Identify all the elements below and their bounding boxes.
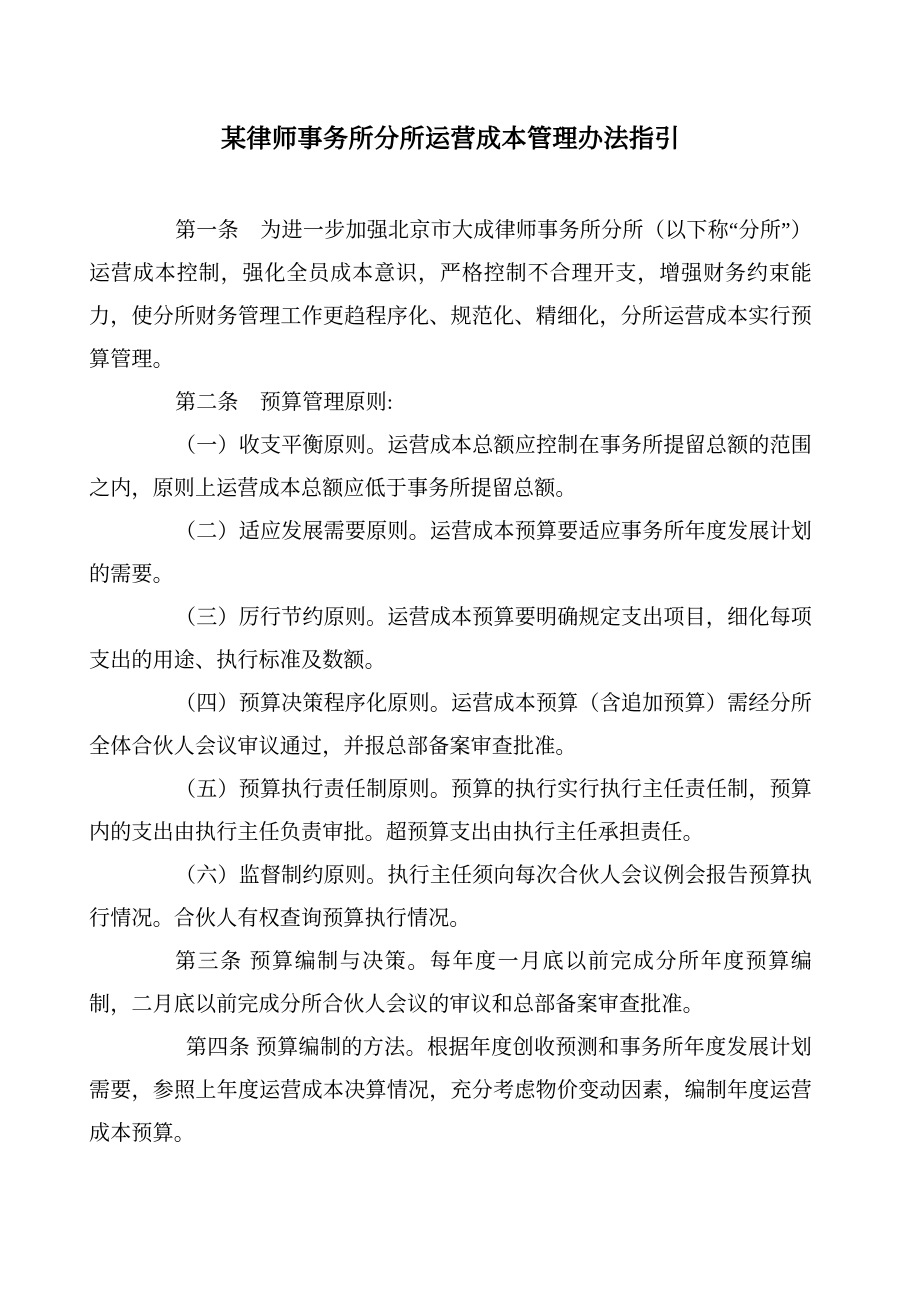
document-title: 某律师事务所分所运营成本管理办法指引 <box>220 126 680 153</box>
paragraph-7: （五）预算执行责任制原则。预算的执行实行执行主任责任制，预算内的支出由执行主任负责审批。超预算支出由执行主任承担责任。 <box>89 777 812 844</box>
paragraph-10: 第四条 预算编制的方法。根据年度创收预测和事务所年度发展计划需要，参照上年度运营成本决算情况，充分考虑物价变动因素，编制年度运营成本预算。 <box>89 1035 812 1145</box>
document-body <box>89 209 812 1155</box>
paragraph-8: （六）监督制约原则。执行主任须向每次合伙人会议例会报告预算执行情况。合伙人有权查询预算执行情况。 <box>89 863 812 930</box>
paragraph-9: 第三条 预算编制与决策。每年度一月底以前完成分所年度预算编制，二月底以前完成分所合伙人会议的审议和总部备案审查批准。 <box>89 949 812 1016</box>
paragraph-1: 第一条 为进一步加强北京市大成律师事务所分所（以下称“分所”）运营成本控制，强化全员成本意识，严格控制不合理开支，增强财务约束能力，使分所财务管理工作更趋程序化、规范化、精细化，分所运营成本实行预算管理。 <box>89 218 812 371</box>
paragraph-3: （一）收支平衡原则。运营成本总额应控制在事务所提留总额的范围之内，原则上运营成本总额应低于事务所提留总额。 <box>89 433 812 500</box>
paragraph-2: 第二条 预算管理原则: <box>175 390 394 414</box>
paragraph-5: （三）厉行节约原则。运营成本预算要明确规定支出项目，细化每项支出的用途、执行标准及数额。 <box>89 605 812 672</box>
paragraph-4: （二）适应发展需要原则。运营成本预算要适应事务所年度发展计划的需要。 <box>89 519 812 586</box>
document-content <box>89 0 812 1155</box>
paragraph-6: （四）预算决策程序化原则。运营成本预算（含追加预算）需经分所全体合伙人会议审议通过，并报总部备案审查批准。 <box>89 691 812 758</box>
